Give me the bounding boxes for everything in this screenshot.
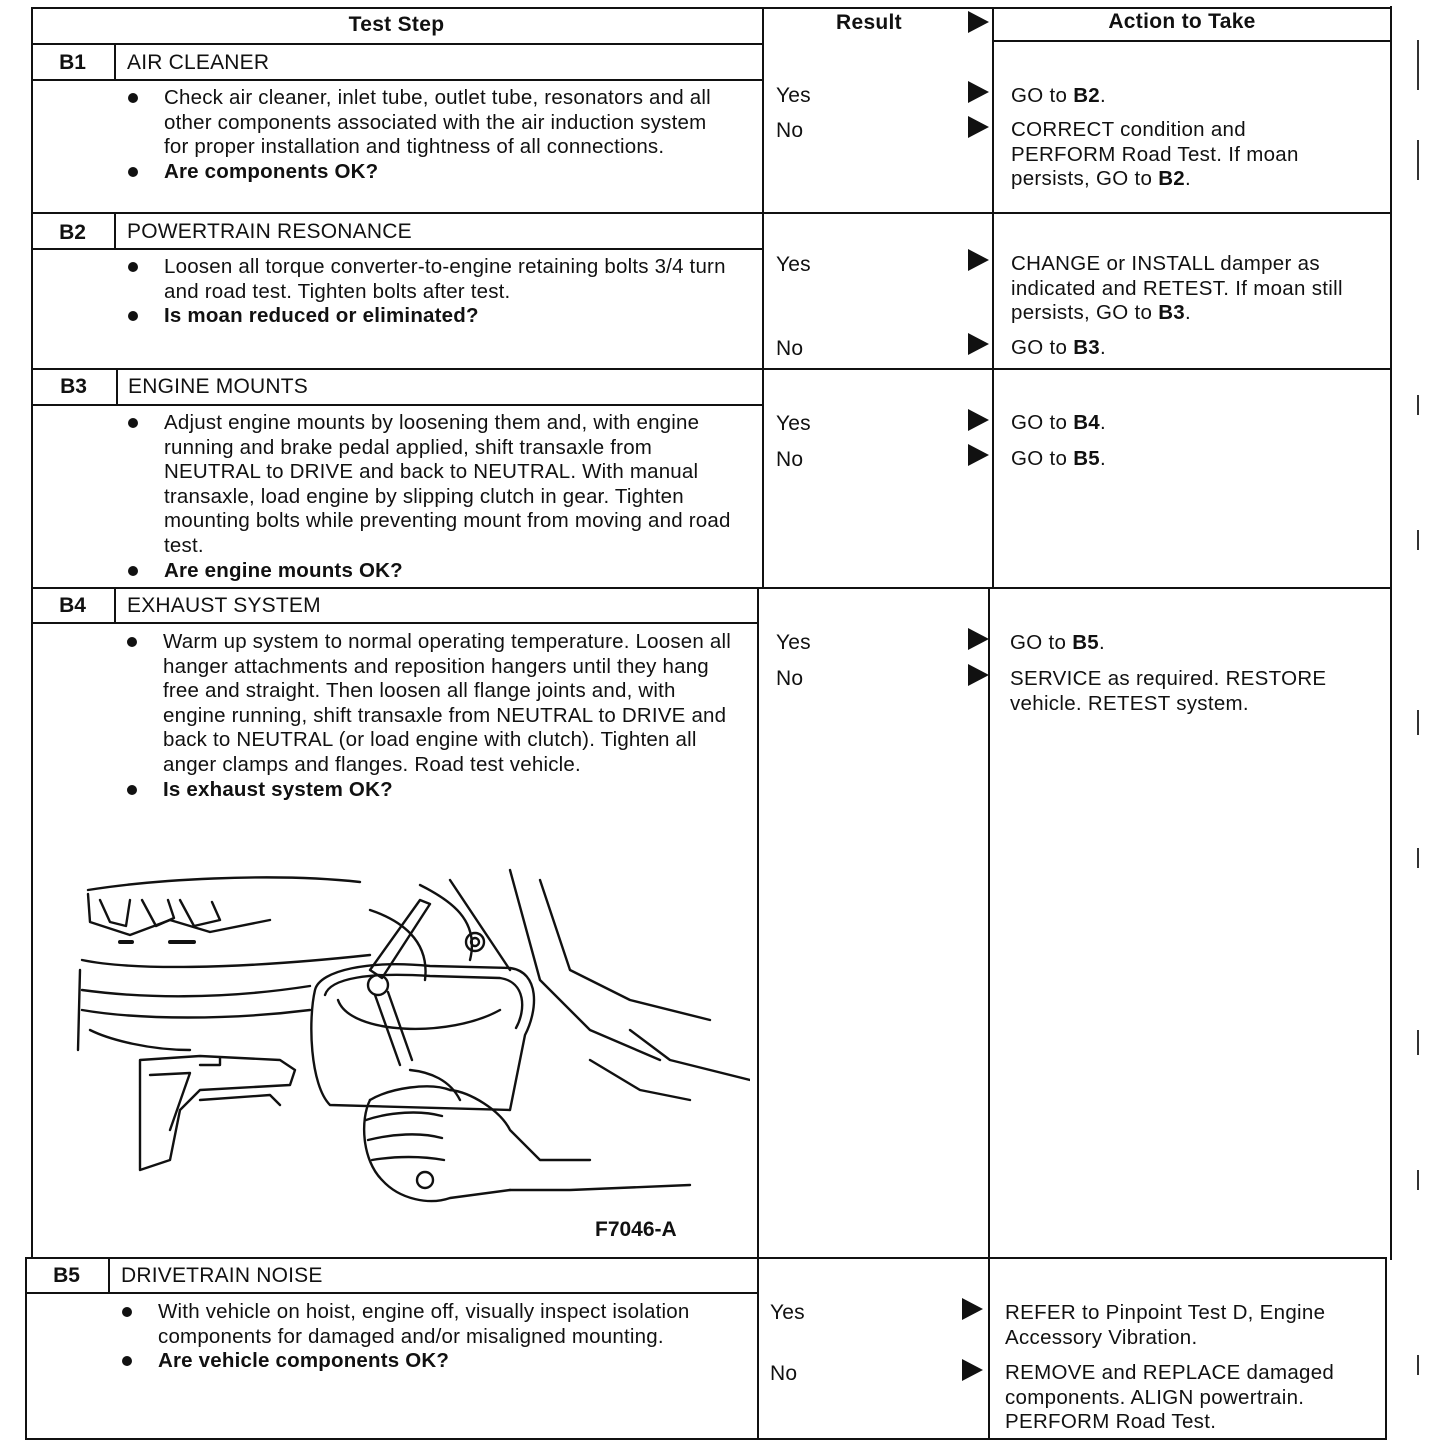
step-bullets — [128, 86, 736, 184]
b1-title-bottom — [31, 79, 764, 81]
bullet-item: Warm up system to normal operating temperature. Loosen all hanger attachments and reposition hangers until they hang free and straight. Then loosen all flange joints and, with engine running, shift transaxle from NEUTRAL to DRIVE and back to NEUTRAL (or load engine with clutch). Tighten all anger clamps and flanges. Road test vehicle. — [127, 630, 739, 778]
step-title: EXHAUST SYSTEM — [127, 594, 321, 617]
top-border — [31, 7, 1392, 9]
b1-bottom — [31, 212, 1392, 214]
b4-title-bottom — [31, 622, 759, 624]
step-id: B5 — [53, 1264, 80, 1287]
id-divider-b1 — [114, 44, 116, 80]
step-bullets — [127, 630, 739, 802]
b5-title-bottom — [25, 1292, 759, 1294]
bullet-question: Are components OK? — [128, 160, 736, 185]
result-no: No — [776, 337, 804, 360]
bottom-border — [25, 1438, 1387, 1440]
result-yes: Yes — [776, 631, 811, 654]
action-text: REMOVE and REPLACE damaged components. ALIGN powertrain. PERFORM Road Test. — [1005, 1361, 1335, 1434]
arrow-icon — [968, 249, 989, 271]
col-divider-2-lower — [988, 588, 990, 1440]
bracket — [140, 1056, 295, 1170]
b3-title-bottom — [31, 404, 764, 406]
result-yes: Yes — [776, 253, 811, 276]
step-id: B4 — [59, 594, 86, 617]
figure-label: F7046-A — [595, 1218, 677, 1241]
step-bullets — [122, 1300, 722, 1374]
b2-title-bottom — [31, 248, 764, 250]
bullet-item: Adjust engine mounts by loosening them and, with engine running and brake pedal applied, shift transaxle from NEUTRAL to DRIVE and back to NEUTRAL. With manual transaxle, load engine by slipping clutch in gear. Tighten mounting bolts while preventing mount from moving and road test. — [128, 411, 736, 559]
bullet-question: Is moan reduced or eliminated? — [128, 304, 740, 329]
arrow-icon — [968, 333, 989, 355]
step-id: B2 — [59, 221, 86, 244]
id-divider-b3 — [116, 368, 118, 406]
action-text: REFER to Pinpoint Test D, Engine Accessory Vibration. — [1005, 1301, 1326, 1349]
result-no: No — [776, 667, 804, 690]
result-no: No — [776, 119, 804, 142]
right-border — [1390, 6, 1392, 1260]
header-action: Action to Take — [1108, 10, 1256, 33]
arrow-icon — [968, 116, 989, 138]
action-text: CORRECT condition and PERFORM Road Test. If moan persists, GO to B2. — [1011, 118, 1299, 191]
result-yes: Yes — [770, 1301, 805, 1324]
step-bullets — [128, 411, 736, 583]
bullet-question: Are vehicle components OK? — [122, 1349, 722, 1374]
bullet-item: With vehicle on hoist, engine off, visually inspect isolation components for damaged and/or misaligned mounting. — [122, 1300, 722, 1349]
step-id: B3 — [60, 375, 87, 398]
muffler — [311, 964, 534, 1110]
action-text: CHANGE or INSTALL damper as indicated and RETEST. If moan still persists, GO to B3. — [1011, 252, 1343, 325]
action-text: SERVICE as required. RESTORE vehicle. RETEST system. — [1010, 667, 1327, 715]
header-result: Result — [836, 11, 902, 34]
b3-bottom — [31, 587, 1392, 589]
bullet-item: Check air cleaner, inlet tube, outlet tube, resonators and all other components associated with the air induction system for proper installation and tightness of all connections. — [128, 86, 736, 160]
left-border — [31, 8, 33, 1258]
step-title: AIR CLEANER — [127, 51, 270, 74]
step-title: POWERTRAIN RESONANCE — [127, 220, 412, 243]
exhaust-hanger-illustration — [70, 860, 750, 1230]
id-divider-b2 — [114, 214, 116, 250]
col-divider-2 — [992, 8, 994, 588]
action-text: GO to B5. — [1011, 447, 1106, 470]
arrow-icon — [962, 1359, 983, 1381]
body-panel-upper — [88, 877, 360, 890]
header-bottom-left — [31, 43, 764, 45]
b4-bottom — [25, 1257, 1387, 1259]
col-divider-1-lower — [757, 588, 759, 1440]
result-no: No — [776, 448, 804, 471]
id-divider-b4 — [114, 588, 116, 624]
step-title: ENGINE MOUNTS — [128, 375, 308, 398]
right-border-b5 — [1385, 1258, 1387, 1440]
exhaust-pipe — [420, 885, 472, 960]
action-text: GO to B4. — [1011, 411, 1106, 434]
arrow-icon — [968, 664, 989, 686]
step-bullets — [128, 255, 740, 329]
id-divider-b5 — [108, 1258, 110, 1294]
step-id: B1 — [59, 51, 86, 74]
arrow-icon — [968, 409, 989, 431]
action-text: GO to B2. — [1011, 84, 1106, 107]
action-text: GO to B5. — [1010, 631, 1105, 654]
arrow-icon — [962, 1298, 983, 1320]
bullet-item: Loosen all torque converter-to-engine retaining bolts 3/4 turn and road test. Tighten bolts after test. — [128, 255, 740, 304]
arrow-icon — [968, 628, 989, 650]
b2-bottom — [31, 368, 1392, 370]
step-title: DRIVETRAIN NOISE — [121, 1264, 323, 1287]
arrow-icon — [968, 81, 989, 103]
header-test-step: Test Step — [348, 13, 445, 36]
col-divider-1 — [762, 8, 764, 588]
bullet-question: Is exhaust system OK? — [127, 778, 739, 803]
result-yes: Yes — [776, 412, 811, 435]
result-yes: Yes — [776, 84, 811, 107]
arrow-icon — [968, 444, 989, 466]
result-no: No — [770, 1362, 798, 1385]
header-bottom-right — [992, 40, 1392, 42]
bullet-question: Are engine mounts OK? — [128, 559, 736, 584]
action-text: GO to B3. — [1011, 336, 1106, 359]
